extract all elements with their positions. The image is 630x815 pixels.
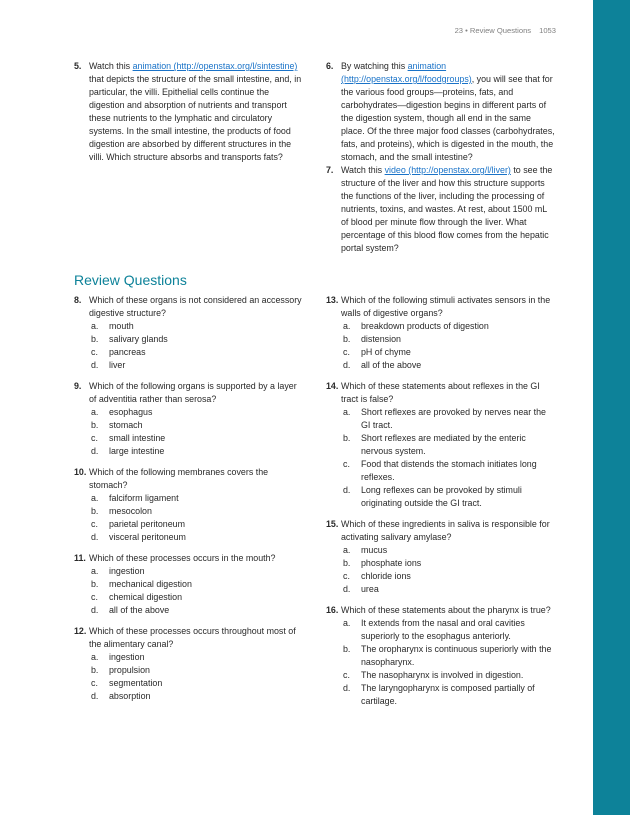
question-text: By watching this animation (http://openstax.org/l/foodgroups), you will see that for the various food groups—proteins, fats, and carbohydrates—digestion begins in different parts of the digestion system, though all end in the same place. Of the three major food classes (carbohydrates, fats, and proteins), which is digested in the mouth, the stomach, and the small intestine? [341,61,555,162]
answer-option: d. The laryngopharynx is composed partially of cartilage. [343,683,535,706]
page-number: 1053 [539,26,556,35]
answer-option: d. all of the above [91,605,170,615]
question-6 [326,60,556,164]
answer-option: d. Long reflexes can be provoked by stimuli originating outside the GI tract. [343,485,522,508]
answer-option: a. mouth [91,321,134,331]
question-8 [74,294,306,372]
answer-options [89,406,306,458]
question-number: 11. [74,553,86,563]
answer-option: c. small intestine [91,433,166,443]
question-text: Which of these organs is not considered an accessory digestive structure? [89,295,302,318]
answer-option: c. segmentation [91,678,163,688]
answer-option: a. ingestion [91,652,145,662]
question-5 [74,60,306,164]
answer-option: c. parietal peritoneum [91,519,185,529]
answer-options [89,651,306,703]
question-7 [326,164,556,255]
review-column-left [74,294,306,711]
answer-options [341,544,556,596]
answer-option: a. breakdown products of digestion [343,321,489,331]
question-number: 9. [74,381,82,391]
question-text: Which of these statements about reflexes in the GI tract is false? [341,381,540,404]
answer-option: d. all of the above [343,360,422,370]
answer-option: c. chemical digestion [91,592,183,602]
question-number: 14. [326,381,339,391]
answer-option: b. mechanical digestion [91,579,192,589]
question-10 [74,466,306,544]
question-text: Which of these ingredients in saliva is responsible for activating salivary amylase? [341,519,550,542]
answer-options [89,320,306,372]
answer-option: a. Short reflexes are provoked by nerves near the GI tract. [343,407,546,430]
question-text: Which of these processes occurs throughout most of the alimentary canal? [89,626,296,649]
question-number: 8. [74,295,82,305]
answer-option: b. propulsion [91,665,150,675]
answer-option: a. mucus [343,545,388,555]
answer-options [341,617,556,708]
answer-option: b. stomach [91,420,143,430]
question-text: Which of the following stimuli activates sensors in the walls of digestive organs? [341,295,551,318]
chapter-sidebar-bar [593,0,630,815]
answer-option: b. phosphate ions [343,558,422,568]
question-text: Which of these processes occurs in the mouth? [89,553,276,563]
question-13 [326,294,556,372]
answer-options [341,406,556,510]
animation-link[interactable]: animation (http://openstax.org/l/foodgroups) [341,61,472,84]
chapter-label: 23 • Review Questions [454,26,532,35]
question-text: Which of the following membranes covers the stomach? [89,467,269,490]
question-text: Watch this animation (http://openstax.org/l/sintestine) that depicts the structure of the small intestine, and, in particular, the villi. Epithelial cells continue the digestion and absorption of nutrients and transport these nutrients to the lymphatic and circulatory systems. In the small intestine, the products of food digestion are absorbed by different structures in the villi. Which structure absorbs and transports fats? [89,61,302,162]
question-number: 13. [326,295,339,305]
question-12 [74,625,306,703]
animation-link[interactable]: animation (http://openstax.org/l/sintestine) [132,61,298,71]
answer-option: d. visceral peritoneum [91,532,186,542]
question-11 [74,552,306,617]
answer-option: b. distension [343,334,401,344]
question-text: Which of these statements about the pharynx is true? [341,605,551,615]
answer-option: b. mesocolon [91,506,152,516]
answer-option: c. chloride ions [343,571,411,581]
answer-option: d. large intestine [91,446,165,456]
answer-option: a. esophagus [91,407,153,417]
answer-options [341,320,556,372]
answer-option: a. falciform ligament [91,493,179,503]
video-link[interactable]: video (http://openstax.org/l/liver) [384,165,511,175]
answer-option: d. urea [343,584,379,594]
answer-option: c. The nasopharynx is involved in digestion. [343,670,524,680]
answer-option: c. pH of chyme [343,347,411,357]
answer-option: b. salivary glands [91,334,168,344]
section-title: Review Questions [74,272,187,288]
intro-column-left [74,60,306,172]
question-15 [326,518,556,596]
answer-option: a. ingestion [91,566,145,576]
answer-option: a. It extends from the nasal and oral cavities superiorly to the esophagus anteriorly. [343,618,525,641]
question-number: 6. [326,61,334,71]
question-text: Watch this video (http://openstax.org/l/liver) to see the structure of the liver and how this structure supports the functions of the liver, including the processing of nutrients, toxins, and wastes. At rest, about 1500 mL of blood per minute flow through the liver. What percentage of this blood flow comes from the hepatic portal system? [341,165,553,253]
question-number: 10. [74,467,87,477]
answer-option: c. Food that distends the stomach initiates long reflexes. [343,459,537,482]
question-number: 7. [326,165,334,175]
question-number: 15. [326,519,339,529]
review-column-right [326,294,556,716]
question-14 [326,380,556,510]
answer-option: b. Short reflexes are mediated by the enteric nervous system. [343,433,526,456]
answer-option: d. liver [91,360,126,370]
answer-option: d. absorption [91,691,151,701]
answer-option: b. The oropharynx is continuous superiorly with the nasopharynx. [343,644,552,667]
question-number: 12. [74,626,87,636]
question-number: 5. [74,61,82,71]
answer-options [89,492,306,544]
question-16 [326,604,556,708]
running-head [455,26,556,35]
answer-options [89,565,306,617]
intro-column-right [326,60,556,263]
question-number: 16. [326,605,339,615]
answer-option: c. pancreas [91,347,146,357]
question-9 [74,380,306,458]
question-text: Which of the following organs is supported by a layer of adventitia rather than serosa? [89,381,297,404]
